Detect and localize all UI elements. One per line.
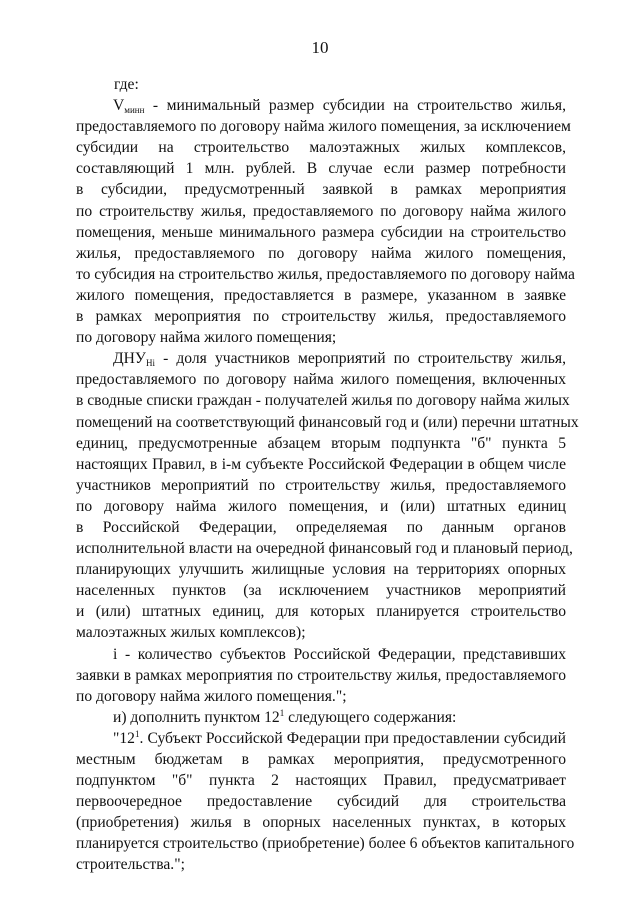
amendment-suffix: следующего содержания: bbox=[284, 708, 457, 726]
text-line: (приобретения) жилья в опорных населенных пунктах, в которых bbox=[76, 814, 566, 832]
document-body bbox=[76, 74, 579, 876]
dnu-definition-start: - доля участников мероприятий по строительству жилья, bbox=[154, 350, 566, 368]
text-line: жилья, предоставляемого по договору найма жилого помещения, bbox=[76, 244, 566, 262]
dnu-symbol: ДНУ bbox=[113, 350, 146, 368]
dnu-first-line bbox=[76, 348, 566, 369]
text-line: в субсидии, предусмотренный заявкой в рамках мероприятия bbox=[76, 181, 566, 199]
dnu-subscript: Hi bbox=[145, 358, 155, 369]
text-line: исполнительной власти на очередной финансовый год и плановый период, bbox=[76, 540, 573, 558]
text-line: участников мероприятий по строительству жилья, предоставляемого bbox=[76, 476, 566, 494]
text-line: по договору найма жилого помещения, и (или) штатных единиц bbox=[76, 497, 566, 515]
text-line: в сводные списки граждан - получателей жилья по договору найма жилых bbox=[76, 392, 570, 410]
text-line: предоставляемого по договору найма жилого помещения, включенных bbox=[76, 371, 566, 389]
i-definition bbox=[76, 665, 566, 686]
amendment-superscript: 1 bbox=[279, 707, 285, 718]
text-line: и (или) штатных единиц, для которых планируется строительство bbox=[76, 603, 566, 621]
v-min-definition-start: - минимальный размер субсидии на строительство жилья, bbox=[144, 97, 566, 115]
i-def-last-line: по договору найма жилого помещения."; bbox=[76, 687, 347, 705]
i-def-first-line: i - количество субъектов Российской Федерации, представивших bbox=[113, 645, 566, 663]
clause-text-start: . Субъект Российской Федерации при предоставлении субсидий bbox=[139, 729, 566, 747]
text-line: заявки в рамках мероприятия по строительству жилья, предоставляемого bbox=[76, 666, 566, 684]
clause-superscript: 1 bbox=[134, 728, 140, 739]
text-line: по строительству жилья, предоставляемого по договору найма жилого bbox=[76, 202, 566, 220]
text-line: единиц, предусмотренные абзацем вторым подпункта "б" пункта 5 bbox=[76, 434, 566, 452]
page-number: 10 bbox=[311, 38, 329, 57]
text-line: подпунктом "б" пункта 2 настоящих Правил, предусматривает bbox=[76, 772, 566, 790]
text-line: местным бюджетам в рамках мероприятия, предусмотренного bbox=[76, 751, 566, 768]
clause-last-line: строительства."; bbox=[76, 856, 185, 874]
dnu-definition bbox=[76, 369, 579, 622]
v-min-last-line: по договору найма жилого помещения; bbox=[76, 329, 337, 347]
text-line: настоящих Правил, в i-м субъекте Российской Федерации в общем числе bbox=[76, 455, 566, 473]
clause-open: "12 bbox=[113, 729, 135, 747]
text-line: составляющий 1 млн. рублей. В случае если размер потребности bbox=[76, 160, 566, 178]
text-line: населенных пунктов (за исключением участников мероприятий bbox=[76, 582, 566, 600]
text-line: в рамках мероприятия по строительству жилья, предоставляемого bbox=[76, 308, 566, 326]
clause-first-line bbox=[76, 728, 566, 749]
text-line: планируется строительство (приобретение) более 6 объектов капитального bbox=[76, 835, 575, 853]
text-line: субсидии на строительство малоэтажных жилых комплексов, bbox=[76, 139, 566, 157]
text-line: предоставляемого по договору найма жилого помещения, за исключением bbox=[76, 118, 571, 136]
amendment-prefix: и) дополнить пунктом 12 bbox=[113, 708, 280, 726]
where-label: где: bbox=[114, 76, 139, 93]
clause-body bbox=[76, 749, 575, 854]
v-min-definition bbox=[76, 116, 575, 327]
text-line: в Российской Федерации, определяемая по данным органов bbox=[76, 518, 566, 536]
text-line: жилого помещения, предоставляется в размере, указанном в заявке bbox=[76, 286, 566, 304]
text-line: помещения, меньше минимального размера субсидии на строительство bbox=[76, 223, 566, 241]
v-min-symbol: V bbox=[113, 97, 125, 115]
dnu-last-line: малоэтажных жилых комплексов); bbox=[76, 624, 306, 642]
v-min-first-line bbox=[76, 95, 566, 116]
text-line: планирующих улучшить жилищные условия на территориях опорных bbox=[76, 561, 566, 579]
text-line: то субсидия на строительство жилья, предоставляемого по договору найма bbox=[76, 265, 575, 283]
amendment-line bbox=[76, 707, 566, 728]
text-line: первоочередное предоставление субсидий для строительства bbox=[76, 793, 566, 811]
v-min-subscript: минн bbox=[124, 105, 145, 116]
text-line: помещений на соответствующий финансовый год и (или) перечни штатных bbox=[76, 413, 579, 431]
